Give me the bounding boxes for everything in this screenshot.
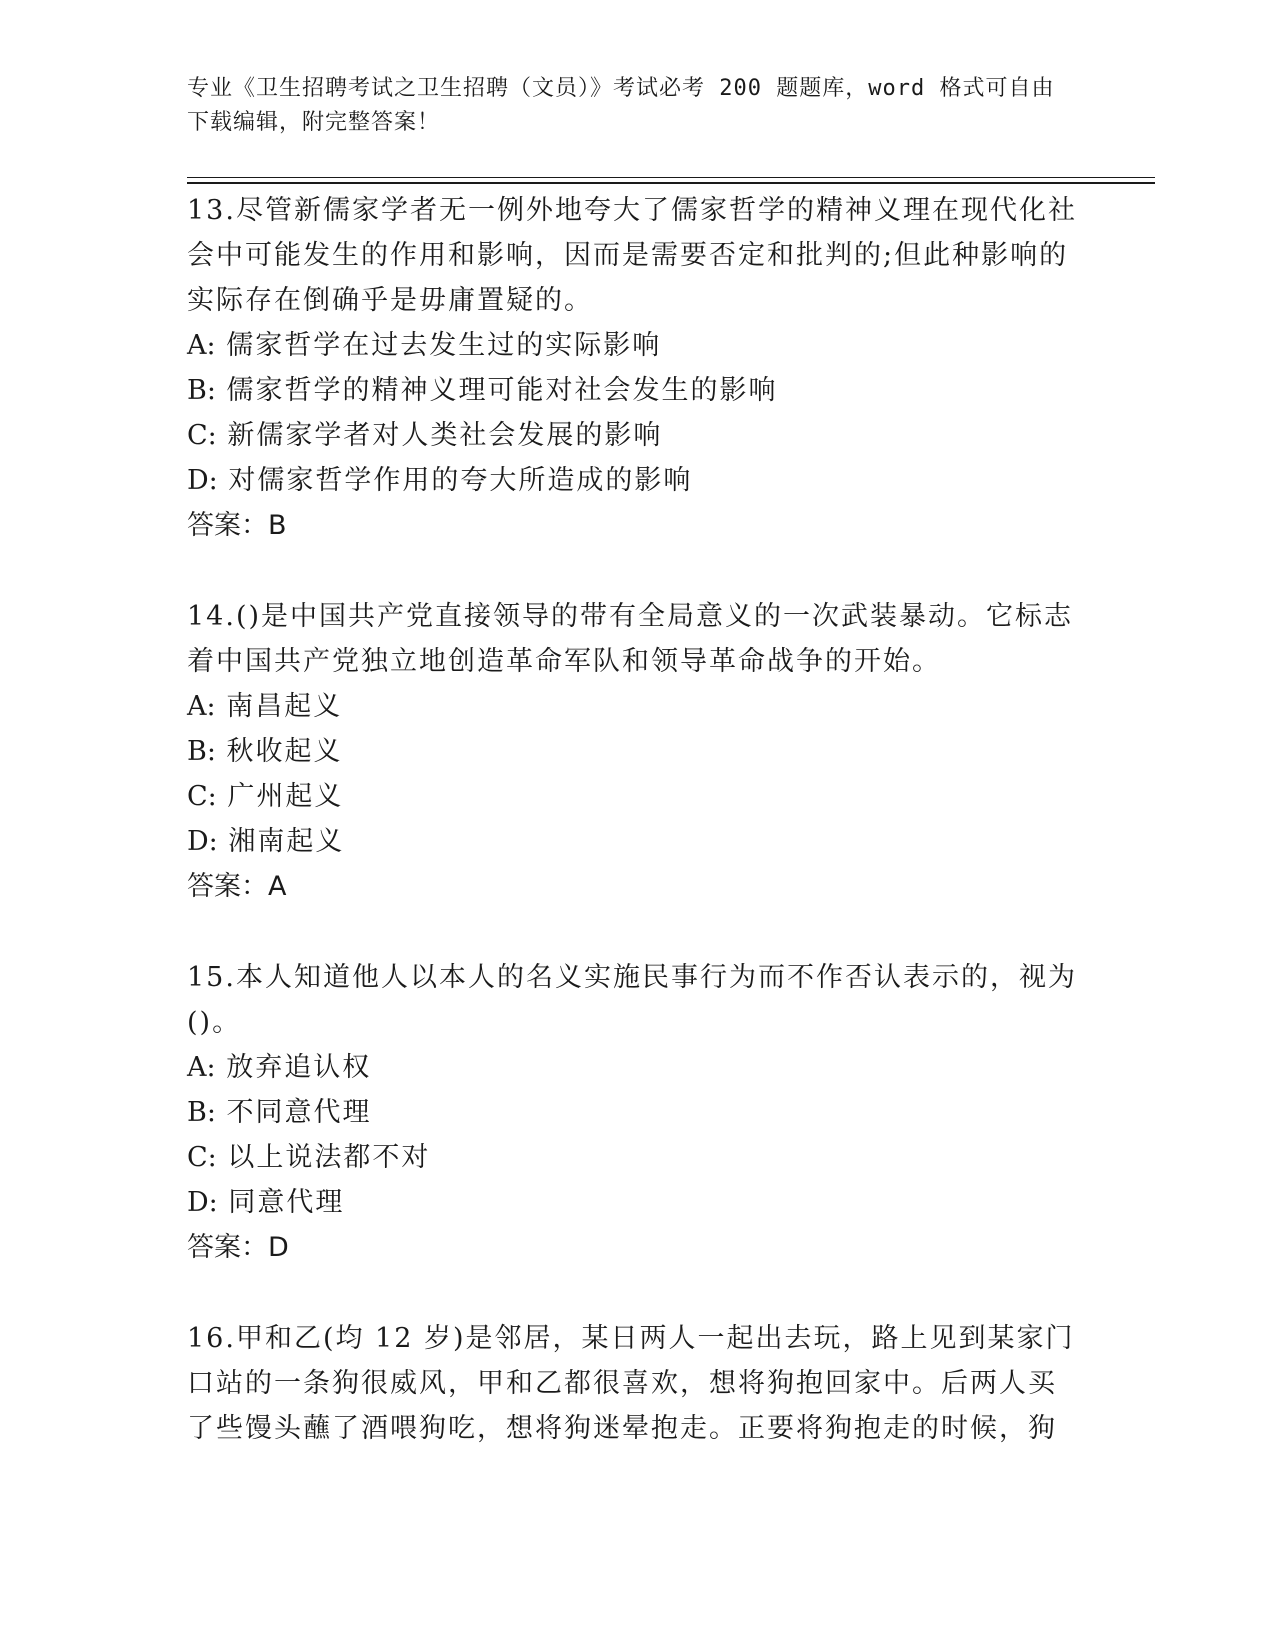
option-b (187, 368, 1077, 413)
header-rule-thick (187, 182, 1155, 184)
option-d (187, 1180, 1077, 1225)
option-letter: D: (187, 1187, 218, 1218)
option-letter: B: (187, 375, 216, 406)
question-stem: 14.()是中国共产党直接领导的带有全局意义的一次武装暴动。它标志着中国共产党独立地创造革命军队和领导革命战争的开始。 (187, 601, 1074, 677)
answer-line: 答案：B (187, 510, 287, 541)
question-14 (187, 594, 1077, 910)
option-text: 同意代理 (228, 1187, 345, 1218)
option-b (187, 1090, 1077, 1135)
question-13 (187, 188, 1077, 549)
option-b (187, 729, 1077, 774)
option-letter: C: (187, 1142, 217, 1173)
option-letter: C: (187, 420, 217, 451)
question-stem: 13.尽管新儒家学者无一例外地夸大了儒家哲学的精神义理在现代化社会中可能发生的作用和影响，因而是需要否定和批判的;但此种影响的实际存在倒确乎是毋庸置疑的。 (187, 195, 1077, 316)
option-text: 不同意代理 (226, 1097, 372, 1128)
option-letter: A: (187, 330, 216, 361)
option-d (187, 819, 1077, 864)
header-rule-thin (187, 177, 1155, 178)
question-gap (187, 1271, 1077, 1316)
option-text: 湘南起义 (228, 826, 345, 857)
question-stem: 15.本人知道他人以本人的名义实施民事行为而不作否认表示的，视为()。 (187, 962, 1077, 1038)
option-letter: C: (187, 781, 217, 812)
option-text: 对儒家哲学作用的夸大所造成的影响 (228, 465, 693, 496)
document-header (187, 72, 1067, 140)
option-a (187, 323, 1077, 368)
option-d (187, 458, 1077, 503)
question-15 (187, 955, 1077, 1271)
document-title: 专业《卫生招聘考试之卫生招聘（文员）》考试必考 200 题题库，word 格式可自由下载编辑，附完整答案！ (187, 76, 1055, 135)
option-c (187, 774, 1077, 819)
option-letter: B: (187, 736, 216, 767)
option-text: 儒家哲学的精神义理可能对社会发生的影响 (226, 375, 778, 406)
option-letter: D: (187, 465, 218, 496)
option-c (187, 1135, 1077, 1180)
question-stem: 16.甲和乙(均 12 岁)是邻居，某日两人一起出去玩，路上见到某家门口站的一条狗很威风，甲和乙都很喜欢，想将狗抱回家中。后两人买了些馒头蘸了酒喂狗吃，想将狗迷晕抱走。正要将狗抱走的时候，狗 (187, 1323, 1075, 1444)
option-letter: D: (187, 826, 218, 857)
option-text: 新儒家学者对人类社会发展的影响 (227, 420, 663, 451)
option-text: 秋收起义 (226, 736, 343, 767)
option-text: 以上说法都不对 (227, 1142, 431, 1173)
option-text: 儒家哲学在过去发生过的实际影响 (226, 330, 662, 361)
option-text: 南昌起义 (226, 691, 343, 722)
option-text: 放弃追认权 (226, 1052, 372, 1083)
question-gap (187, 910, 1077, 955)
option-letter: B: (187, 1097, 216, 1128)
answer-line: 答案：D (187, 1232, 289, 1263)
option-c (187, 413, 1077, 458)
option-letter: A: (187, 691, 216, 722)
option-a (187, 1045, 1077, 1090)
answer-line: 答案：A (187, 871, 287, 902)
question-list (187, 188, 1077, 1451)
question-16 (187, 1316, 1077, 1451)
option-text: 广州起义 (227, 781, 344, 812)
option-a (187, 684, 1077, 729)
question-gap (187, 549, 1077, 594)
option-letter: A: (187, 1052, 216, 1083)
